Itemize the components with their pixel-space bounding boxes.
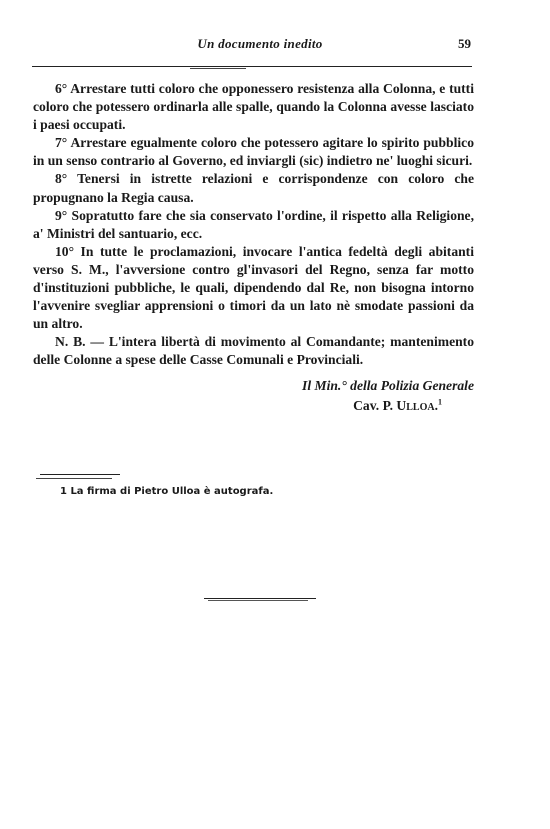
footnote: 1 La firma di Pietro Ulloa è autografa. xyxy=(60,486,274,497)
signature-block xyxy=(33,376,474,416)
footnote-rule xyxy=(40,474,120,475)
end-rule xyxy=(204,598,316,599)
end-rule-under xyxy=(208,600,308,601)
paragraph-item-8: 8° Tenersi in istrette relazioni e corrispondenze con coloro che propugnano la Regia causa. xyxy=(33,171,474,205)
signature-name: Cav. P. Ulloa.$^1$ xyxy=(353,396,442,413)
paragraph-nota-bene: N. B. — L'intera libertà di movimento al Comandante; mantenimento delle Colonne a spese delle Casse Comunali e Provinciali. xyxy=(33,334,474,368)
paragraph-item-9: 9° Sopratutto fare che sia conservato l'ordine, il rispetto alla Religione, a' Ministri del santuario, ecc. xyxy=(33,207,474,241)
running-head xyxy=(0,36,550,54)
paragraph-item-7: 7° Arrestare egualmente coloro che potessero agitare lo spirito pubblico in un senso contrario al Governo, ed inviargli (sic) indietro ne' luoghi sicuri. xyxy=(33,135,474,169)
header-rule-mark xyxy=(190,68,246,69)
footnote-rule-under xyxy=(36,478,112,479)
signature-prefix: Cav. P. xyxy=(353,397,397,413)
footnote-reference: 1 xyxy=(438,396,442,406)
paragraph-item-10: 10° In tutte le proclamazioni, invocare l'antica fedeltà degli abitanti verso S. M., l'avversione contro gl'invasori del Regno, senza far motto d'instituzioni pubbliche, le quali, dipendendo dal Re, non bisogna intorno l'avvenire svegliar apprensioni o timori da un lato nè smodate passioni da un altro. xyxy=(33,243,474,332)
signature-title: Il Min.° della Polizia Generale xyxy=(302,377,474,393)
header-rule xyxy=(32,66,472,67)
running-title: Un documento inedito xyxy=(197,36,323,51)
paragraph-item-6: 6° Arrestare tutti coloro che opponessero resistenza alla Colonna, e tutti coloro che potessero ordinarla alle spalle, quando la Colonna avesse lasciato i paesi occupati. xyxy=(33,81,474,133)
page-number: 59 xyxy=(458,36,471,51)
body-text xyxy=(33,80,474,416)
signature-surname: Ulloa xyxy=(396,397,435,413)
